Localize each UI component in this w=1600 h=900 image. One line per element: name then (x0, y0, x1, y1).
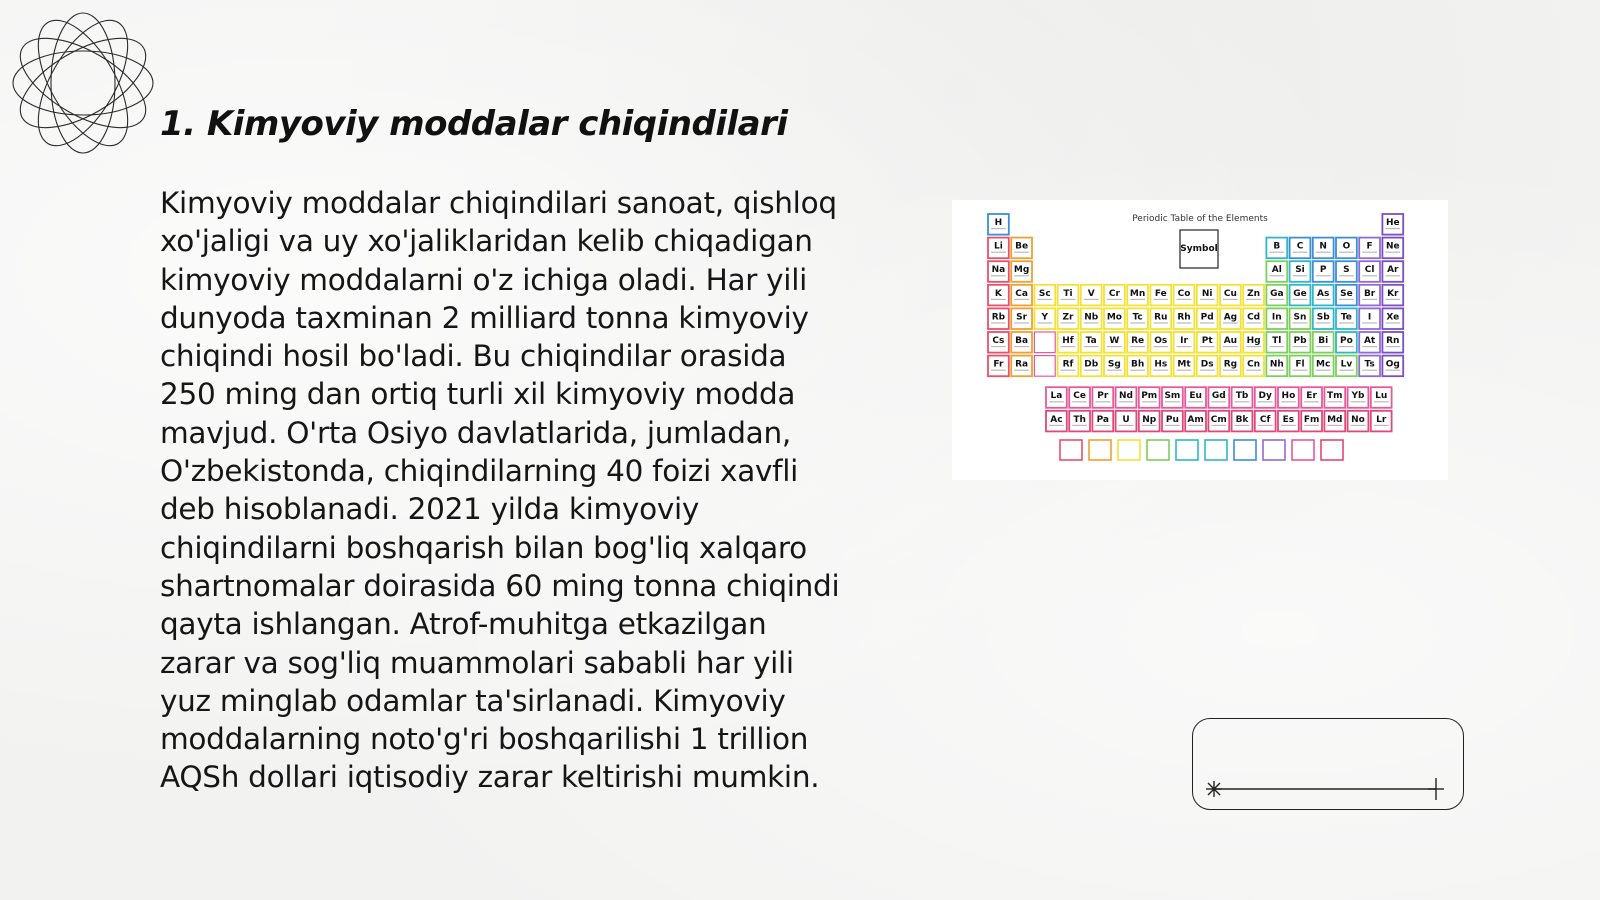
element-cell-pd (1197, 308, 1218, 329)
element-cell-pr (1092, 387, 1113, 408)
element-cell-tm (1324, 387, 1345, 408)
element-cell-rb (988, 308, 1009, 329)
svg-text:No: No (1351, 414, 1365, 425)
svg-text:Sn: Sn (1293, 312, 1307, 323)
element-cell-h (988, 214, 1009, 235)
key-symbol-box (1180, 230, 1218, 268)
element-cell-he (1382, 214, 1403, 235)
element-cell-ho (1278, 387, 1299, 408)
svg-text:Ga: Ga (1270, 288, 1284, 299)
svg-text:Po: Po (1340, 336, 1353, 346)
svg-text:Lu: Lu (1375, 391, 1388, 402)
element-cell-sr (1011, 308, 1032, 329)
element-cell-al (1266, 261, 1287, 282)
element-cell-fe (1150, 285, 1171, 306)
svg-text:U: U (1122, 414, 1130, 425)
element-cell-fl (1290, 356, 1311, 377)
element-cell-ru (1150, 308, 1171, 329)
element-cell-ca (1011, 285, 1032, 306)
element-cell-nh (1266, 356, 1287, 377)
svg-text:Hg: Hg (1246, 336, 1261, 346)
element-cell-i (1359, 308, 1380, 329)
element-cell-fr (988, 356, 1009, 377)
element-cell-bh (1127, 356, 1148, 377)
element-cell-xe (1382, 308, 1403, 329)
element-cell-zn (1243, 285, 1264, 306)
element-cell-tl (1266, 332, 1287, 353)
svg-text:Ac: Ac (1050, 414, 1063, 425)
svg-text:Sg: Sg (1107, 359, 1121, 370)
svg-text:Pb: Pb (1293, 336, 1307, 346)
element-cell-cn (1243, 356, 1264, 377)
element-cell-mc (1313, 356, 1334, 377)
legend-swatch (1089, 440, 1111, 460)
svg-text:Bh: Bh (1130, 359, 1145, 370)
svg-text:Ti: Ti (1063, 288, 1073, 299)
element-cell-fm (1301, 411, 1322, 432)
svg-text:Si: Si (1295, 265, 1305, 276)
svg-text:Es: Es (1282, 414, 1295, 425)
svg-text:Li: Li (993, 241, 1003, 252)
svg-text:Rb: Rb (991, 312, 1006, 323)
svg-text:S: S (1343, 265, 1350, 276)
slide-title: 1. Kimyoviy moddalar chiqindilari (160, 104, 788, 144)
element-cell-s (1336, 261, 1357, 282)
element-cell-la (1046, 387, 1067, 408)
legend-swatch (1263, 440, 1285, 460)
svg-text:Ra: Ra (1015, 359, 1029, 370)
element-cell-lu (1371, 387, 1392, 408)
element-cell-hg (1243, 332, 1264, 353)
svg-text:Pa: Pa (1096, 414, 1110, 425)
element-cell-w (1104, 332, 1125, 353)
element-cell-os (1150, 332, 1171, 353)
periodic-table-title: Periodic Table of the Elements (1132, 214, 1268, 224)
svg-text:Symbol: Symbol (1180, 244, 1218, 254)
svg-text:Cn: Cn (1247, 359, 1261, 370)
element-cell-li (988, 238, 1009, 259)
element-cell-o (1336, 238, 1357, 259)
svg-text:Tc: Tc (1132, 312, 1143, 323)
element-cell-rn (1382, 332, 1403, 353)
svg-text:Al: Al (1271, 265, 1282, 276)
svg-text:Sr: Sr (1016, 312, 1028, 323)
svg-text:Lv: Lv (1340, 359, 1353, 370)
element-cell-hf (1058, 332, 1079, 353)
element-cell-dy (1255, 387, 1276, 408)
svg-text:Ir: Ir (1180, 336, 1188, 346)
element-cell-ne (1382, 238, 1403, 259)
svg-text:Cu: Cu (1223, 288, 1237, 299)
element-cell-bk (1232, 411, 1253, 432)
element-cell-cf (1255, 411, 1276, 432)
element-cell-be (1011, 238, 1032, 259)
element-cell-n (1313, 238, 1334, 259)
svg-text:Te: Te (1340, 312, 1352, 323)
element-cell-er (1301, 387, 1322, 408)
svg-text:Sb: Sb (1316, 312, 1330, 323)
svg-text:Xe: Xe (1386, 312, 1400, 323)
element-cell-v (1081, 285, 1102, 306)
element-cell-te (1336, 308, 1357, 329)
element-cell-lr (1371, 411, 1392, 432)
legend-swatch (1234, 440, 1256, 460)
element-cell-ga (1266, 285, 1287, 306)
svg-text:Tb: Tb (1235, 391, 1249, 402)
svg-text:Pd: Pd (1200, 312, 1214, 323)
svg-text:Mt: Mt (1177, 359, 1191, 370)
element-cell-lv (1336, 356, 1357, 377)
svg-text:Ne: Ne (1385, 241, 1400, 252)
svg-text:Pr: Pr (1097, 391, 1109, 402)
element-cell-u (1116, 411, 1137, 432)
svg-text:Fl: Fl (1295, 359, 1305, 370)
svg-text:B: B (1273, 241, 1281, 252)
svg-text:O: O (1342, 241, 1351, 252)
svg-text:Ta: Ta (1085, 336, 1097, 346)
element-cell-b (1266, 238, 1287, 259)
svg-text:Rf: Rf (1062, 359, 1074, 370)
svg-text:Ar: Ar (1387, 265, 1399, 276)
svg-text:V: V (1087, 288, 1095, 299)
element-cell-yb (1348, 387, 1369, 408)
svg-text:H: H (994, 218, 1003, 228)
element-cell-c (1290, 238, 1311, 259)
svg-text:In: In (1271, 312, 1282, 323)
svg-text:Br: Br (1363, 288, 1376, 299)
svg-text:Na: Na (991, 265, 1006, 276)
periodic-table-grid (952, 200, 1448, 480)
element-cell-cd (1243, 308, 1264, 329)
svg-text:I: I (1367, 312, 1372, 323)
svg-text:Nh: Nh (1269, 359, 1284, 370)
element-cell-gd (1208, 387, 1229, 408)
element-cell-nd (1116, 387, 1137, 408)
svg-text:Y: Y (1041, 312, 1049, 323)
svg-text:La: La (1050, 391, 1063, 402)
svg-text:Rh: Rh (1177, 312, 1191, 323)
legend-swatch (1147, 440, 1169, 460)
svg-text:Cs: Cs (992, 336, 1005, 346)
element-cell-ds (1197, 356, 1218, 377)
element-cell-ti (1058, 285, 1079, 306)
element-cell-ac (1046, 411, 1067, 432)
element-cell-rg (1220, 356, 1241, 377)
element-cell-np (1139, 411, 1160, 432)
legend-swatch (1205, 440, 1227, 460)
element-cell-cl (1359, 261, 1380, 282)
element-cell-ba (1011, 332, 1032, 353)
element-cell-zr (1058, 308, 1079, 329)
svg-text:Dy: Dy (1258, 391, 1272, 402)
svg-text:Pm: Pm (1141, 391, 1158, 402)
svg-text:Fm: Fm (1303, 414, 1320, 425)
element-cell-pb (1290, 332, 1311, 353)
svg-text:F: F (1366, 241, 1373, 252)
element-cell-re (1127, 332, 1148, 353)
element-cell-sc (1034, 285, 1055, 306)
element-cell-ag (1220, 308, 1241, 329)
svg-text:Am: Am (1187, 414, 1204, 425)
svg-text:Np: Np (1142, 414, 1157, 425)
svg-text:Ni: Ni (1201, 288, 1213, 299)
svg-text:Ts: Ts (1364, 359, 1375, 370)
legend-swatch (1118, 440, 1140, 460)
legend-swatch (1176, 440, 1198, 460)
periodic-table-image (952, 200, 1448, 480)
element-cell-cr (1104, 285, 1125, 306)
element-cell-si (1290, 261, 1311, 282)
element-cell-br (1359, 285, 1380, 306)
element-cell-hs (1150, 356, 1171, 377)
element-cell-pa (1092, 411, 1113, 432)
svg-text:Md: Md (1327, 414, 1343, 425)
svg-text:Lr: Lr (1376, 414, 1387, 425)
svg-text:Bk: Bk (1235, 414, 1249, 425)
element-cell-nb (1081, 308, 1102, 329)
element-cell-tc (1127, 308, 1148, 329)
svg-text:Cr: Cr (1108, 288, 1120, 299)
svg-text:As: As (1317, 288, 1330, 299)
element-cell-in (1266, 308, 1287, 329)
svg-text:Ru: Ru (1154, 312, 1168, 323)
svg-text:Ce: Ce (1073, 391, 1086, 402)
svg-text:Ho: Ho (1281, 391, 1296, 402)
element-cell-cu (1220, 285, 1241, 306)
f-block-placeholder (1034, 332, 1055, 353)
circular-ornament-icon (8, 8, 158, 158)
element-cell-th (1069, 411, 1090, 432)
element-cell-og (1382, 356, 1403, 377)
legend-swatch (1321, 440, 1343, 460)
svg-text:Nd: Nd (1119, 391, 1133, 402)
element-cell-db (1081, 356, 1102, 377)
svg-text:Ge: Ge (1293, 288, 1307, 299)
element-cell-au (1220, 332, 1241, 353)
element-cell-pt (1197, 332, 1218, 353)
svg-text:Eu: Eu (1189, 391, 1202, 402)
svg-text:Rg: Rg (1223, 359, 1238, 370)
element-cell-k (988, 285, 1009, 306)
element-cell-tb (1232, 387, 1253, 408)
svg-text:Cd: Cd (1247, 312, 1261, 323)
element-cell-ir (1174, 332, 1195, 353)
element-cell-sn (1290, 308, 1311, 329)
svg-text:Co: Co (1177, 288, 1191, 299)
element-cell-po (1336, 332, 1357, 353)
svg-text:Se: Se (1340, 288, 1353, 299)
svg-text:Ag: Ag (1223, 312, 1238, 323)
svg-text:Sm: Sm (1164, 391, 1181, 402)
svg-text:Th: Th (1073, 414, 1086, 425)
decorative-line-icon (1192, 718, 1464, 810)
element-cell-ta (1081, 332, 1102, 353)
svg-text:Tm: Tm (1327, 391, 1343, 402)
svg-text:Zn: Zn (1247, 288, 1261, 299)
element-cell-ar (1382, 261, 1403, 282)
svg-text:Gd: Gd (1211, 391, 1226, 402)
svg-text:Ba: Ba (1015, 336, 1029, 346)
svg-text:Mc: Mc (1316, 359, 1331, 370)
legend-swatch (1060, 440, 1082, 460)
svg-text:Fr: Fr (993, 359, 1004, 370)
svg-text:Mn: Mn (1129, 288, 1146, 299)
svg-text:Os: Os (1154, 336, 1168, 346)
element-cell-mo (1104, 308, 1125, 329)
element-cell-ge (1290, 285, 1311, 306)
element-cell-na (988, 261, 1009, 282)
svg-text:Yb: Yb (1351, 391, 1365, 402)
svg-text:Fe: Fe (1154, 288, 1167, 299)
svg-text:Rn: Rn (1386, 336, 1400, 346)
svg-text:Sc: Sc (1038, 288, 1051, 299)
element-cell-f (1359, 238, 1380, 259)
svg-text:Og: Og (1385, 359, 1400, 370)
svg-text:P: P (1319, 265, 1327, 276)
svg-text:W: W (1109, 336, 1120, 346)
element-cell-cm (1208, 411, 1229, 432)
element-cell-es (1278, 411, 1299, 432)
svg-text:Nb: Nb (1084, 312, 1099, 323)
element-cell-ce (1069, 387, 1090, 408)
element-cell-co (1174, 285, 1195, 306)
element-cell-md (1324, 411, 1345, 432)
element-cell-kr (1382, 285, 1403, 306)
element-cell-pm (1139, 387, 1160, 408)
f-block-placeholder (1034, 356, 1055, 377)
element-cell-as (1313, 285, 1334, 306)
svg-text:Db: Db (1084, 359, 1099, 370)
svg-text:Mo: Mo (1106, 312, 1122, 323)
element-cell-mg (1011, 261, 1032, 282)
svg-text:Pt: Pt (1201, 336, 1213, 346)
element-cell-cs (988, 332, 1009, 353)
slide-body-text: Kimyoviy moddalar chiqindilari sanoat, qishloq xo'jaligi va uy xo'jaliklaridan kelib chiqadigan kimyoviy moddalarni o'z ichiga oladi. Har yili dunyoda taxminan 2 milliard tonna kimyoviy chiqindi hosil bo'ladi. Bu chiqindilar orasida 250 ming dan ortiq turli xil kimyoviy modda mavjud. O'rta Osiyo davlatlarida, jumladan, O'zbekistonda, chiqindilarning 40 foizi xavfli deb hisoblanadi. 2021 yilda kimyoviy chiqindilarni boshqarish bilan bog'liq xalqaro shartnomalar doirasida 60 ming tonna chiqindi qayta ishlangan. Atrof-muhitga etkazilgan zarar va sog'liq muammolari sababli har yili yuz minglab odamlar ta'sirlanadi. Kimyoviy moddalarning noto'g'ri boshqarilishi 1 trillion AQSh dollari iqtisodiy zarar keltirishi mumkin. (160, 186, 840, 795)
svg-text:He: He (1385, 218, 1400, 228)
svg-text:At: At (1363, 336, 1376, 346)
svg-text:Re: Re (1131, 336, 1145, 346)
svg-text:Hf: Hf (1062, 336, 1074, 346)
element-cell-sm (1162, 387, 1183, 408)
element-cell-bi (1313, 332, 1334, 353)
element-cell-rf (1058, 356, 1079, 377)
element-cell-eu (1185, 387, 1206, 408)
element-cell-pu (1162, 411, 1183, 432)
element-cell-mt (1174, 356, 1195, 377)
element-cell-no (1348, 411, 1369, 432)
svg-text:Au: Au (1223, 336, 1238, 346)
svg-text:Bi: Bi (1318, 336, 1329, 346)
svg-text:Er: Er (1306, 391, 1317, 402)
element-cell-ni (1197, 285, 1218, 306)
element-cell-at (1359, 332, 1380, 353)
element-cell-mn (1127, 285, 1148, 306)
svg-text:N: N (1319, 241, 1327, 252)
svg-text:C: C (1296, 241, 1304, 252)
svg-text:K: K (994, 288, 1002, 299)
svg-text:Pu: Pu (1165, 414, 1179, 425)
element-cell-p (1313, 261, 1334, 282)
svg-text:Mg: Mg (1013, 265, 1030, 276)
svg-text:Ds: Ds (1200, 359, 1214, 370)
element-cell-rh (1174, 308, 1195, 329)
svg-text:Zr: Zr (1062, 312, 1074, 323)
svg-text:Tl: Tl (1272, 336, 1282, 346)
element-cell-am (1185, 411, 1206, 432)
svg-text:Cf: Cf (1259, 414, 1271, 425)
svg-text:Cl: Cl (1364, 265, 1375, 276)
element-cell-sb (1313, 308, 1334, 329)
svg-text:Kr: Kr (1387, 288, 1399, 299)
element-cell-se (1336, 285, 1357, 306)
element-cell-ts (1359, 356, 1380, 377)
svg-text:Cm: Cm (1210, 414, 1227, 425)
svg-text:Hs: Hs (1154, 359, 1168, 370)
svg-text:Be: Be (1015, 241, 1029, 252)
legend-swatch (1292, 440, 1314, 460)
element-cell-ra (1011, 356, 1032, 377)
element-cell-y (1034, 308, 1055, 329)
svg-text:Ca: Ca (1015, 288, 1028, 299)
element-cell-sg (1104, 356, 1125, 377)
